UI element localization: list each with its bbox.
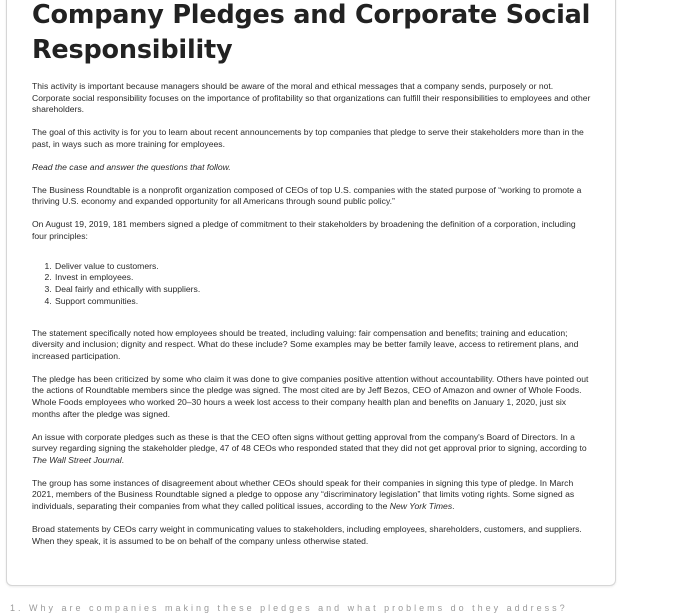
cut-off-question <box>10 600 568 613</box>
cut-off-text: 1. Why are companies making these pledges and what problems do they address? <box>10 603 568 613</box>
intro-paragraph: This activity is important because managers should be aware of the moral and ethical messages that a company sends, purposely or not. Corporate social responsibility focuses on the importance of profitability so that organizations can fulfill their responsibilities to employees and other shareholders. <box>32 81 591 115</box>
list-item: 3. Deal fairly and ethically with suppliers. <box>54 284 592 296</box>
roundtable-paragraph: The Business Roundtable is a nonprofit organization composed of CEOs of top U.S. companies with the stated purpose of “working to promote a thriving U.S. economy and expanded opportunity for all Americans through sound public policy.” <box>32 184 582 207</box>
goal-paragraph: The goal of this activity is for you to learn about recent announcements by top companies that pledge to serve their stakeholders more than in the past, in ways such as more training for employees. <box>32 127 584 149</box>
disagreement-end: . <box>452 500 455 511</box>
list-item: 1. Deliver value to customers. <box>54 261 592 273</box>
approval-paragraph <box>32 432 592 467</box>
list-item: 2. Invest in employees. <box>54 272 592 284</box>
source-wsj: The Wall Street Journal <box>32 454 122 465</box>
document-body <box>32 81 592 559</box>
principles-list <box>32 261 592 308</box>
instruction-paragraph: Read the case and answer the questions that follow. <box>32 161 231 172</box>
approval-text: An issue with corporate pledges such as these is that the CEO often signs without getting approval from the company's Board of Directors. In a survey regarding signing the stakeholder pledge, 47 of 48 CEOs who responded stated that they did not get approval prior to signing, according to <box>32 431 587 454</box>
disagreement-text: The group has some instances of disagreement about whether CEOs should speak for their companies in signing this type of pledge. In March 2021, members of the Business Roundtable signed a pledge to oppose any “discriminatory legislation” that limits voting rights. Some signed as individuals, separating their companies from what they called political issues, according to the <box>32 477 575 511</box>
statement-paragraph: The statement specifically noted how employees should be treated, including valuing: fair compensation and benefits; training and education; diversity and inclusion; dignity and respect. What do these include? Some examples may be better family leave, access to retirement plans, and increased participation. <box>32 327 579 361</box>
source-nyt: New York Times <box>389 500 453 511</box>
disagreement-paragraph <box>32 478 592 513</box>
page-title: Company Pledges and Corporate Social Responsibility <box>32 0 591 65</box>
pledge-paragraph: On August 19, 2019, 181 members signed a pledge of commitment to their stakeholders by broadening the definition of a corporation, including four principles: <box>32 219 576 241</box>
criticism-paragraph: The pledge has been criticized by some who claim it was done to give companies positive attention without accountability. Others have pointed out the actions of Roundtable members since the pledge was signed. The most cited are by Jeff Bezos, CEO of Amazon and owner of Whole Foods. Whole Foods employees who worked 20–30 hours a week lost access to their company health plan and benefits on January 1, 2020, just six months after the pledge was signed. <box>32 373 589 419</box>
list-item: 4. Support communities. <box>54 296 592 308</box>
approval-end: . <box>121 454 125 465</box>
closing-paragraph: Broad statements by CEOs carry weight in communicating values to stakeholders, including employees, shareholders, customers, and suppliers. When they speak, it is assumed to be on behalf of the company unless otherwise stated. <box>32 523 582 546</box>
